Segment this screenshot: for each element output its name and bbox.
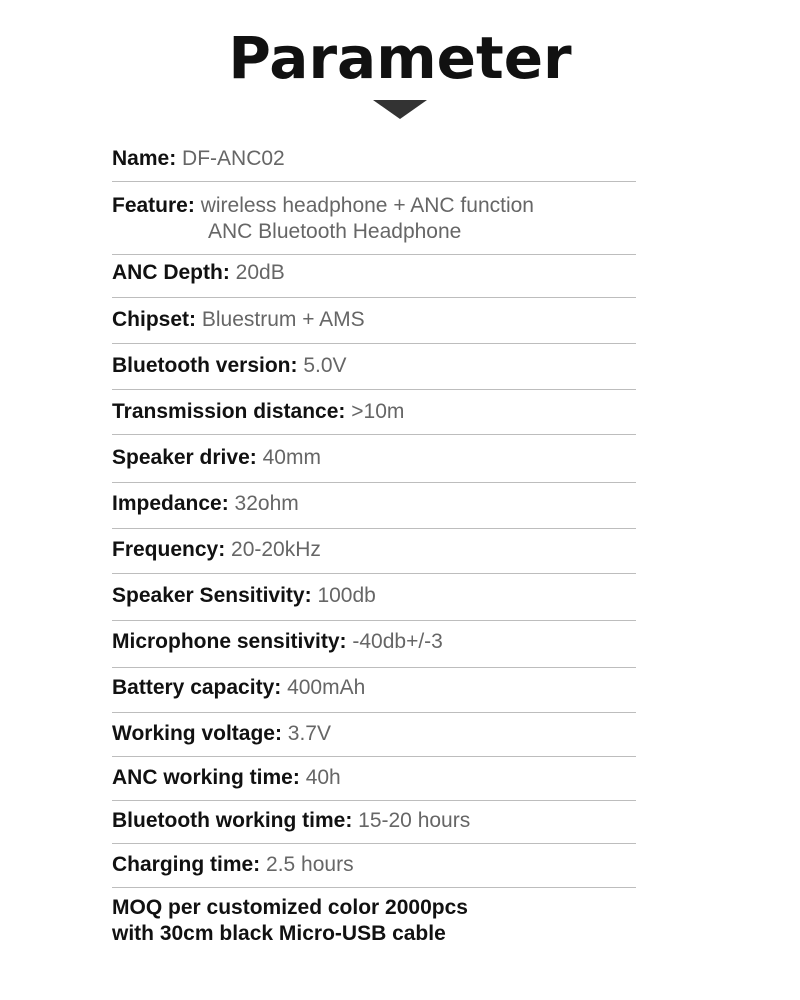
- divider: [112, 254, 636, 255]
- spec-row-battery-capacity: [112, 675, 636, 701]
- spec-row-speaker-sensitivity: [112, 583, 636, 609]
- divider: [112, 800, 636, 801]
- moq-note-line-1: MOQ per customized color 2000pcs: [112, 896, 468, 919]
- spec-value: wireless headphone + ANC function: [200, 194, 534, 217]
- spec-value: Bluestrum + AMS: [201, 308, 365, 331]
- spec-value: 3.7V: [287, 722, 331, 745]
- spec-row-bluetooth-version: [112, 353, 636, 379]
- spec-row-chipset: [112, 307, 636, 333]
- spec-label: Chipset:: [112, 308, 202, 331]
- spec-value: >10m: [351, 400, 405, 423]
- spec-row-anc-depth: [112, 260, 636, 286]
- spec-label: Battery capacity:: [112, 676, 288, 699]
- spec-label: Impedance:: [112, 492, 235, 515]
- divider: [112, 620, 636, 621]
- divider: [112, 712, 636, 713]
- divider: [112, 297, 636, 298]
- page-title: Parameter: [228, 24, 572, 92]
- spec-label: Name:: [112, 147, 183, 170]
- spec-value: 15-20 hours: [358, 809, 471, 832]
- chevron-down-icon: [373, 100, 427, 119]
- spec-label: Working voltage:: [112, 722, 288, 745]
- spec-row-transmission-distance: [112, 399, 636, 425]
- spec-label: Speaker Sensitivity:: [112, 584, 318, 607]
- spec-row-microphone-sensitivity: [112, 629, 636, 655]
- spec-label: ANC working time:: [112, 766, 306, 789]
- spec-value: 40mm: [262, 446, 321, 469]
- spec-row-feature: [112, 193, 636, 245]
- moq-note: [112, 895, 672, 947]
- spec-value-continued: ANC Bluetooth Headphone: [208, 220, 462, 243]
- spec-value: -40db+/-3: [352, 630, 443, 653]
- spec-label: ANC Depth:: [112, 261, 236, 284]
- spec-label: Charging time:: [112, 853, 267, 876]
- divider: [112, 843, 636, 844]
- spec-value: 20-20kHz: [231, 538, 321, 561]
- spec-value: DF-ANC02: [182, 147, 285, 170]
- spec-label: Frequency:: [112, 538, 232, 561]
- divider: [112, 528, 636, 529]
- spec-row-charging-time: [112, 852, 636, 878]
- spec-label: Transmission distance:: [112, 400, 352, 423]
- spec-value: 5.0V: [303, 354, 347, 377]
- divider: [112, 887, 636, 888]
- spec-value: 400mAh: [287, 676, 366, 699]
- divider: [112, 181, 636, 182]
- spec-value: 40h: [305, 766, 341, 789]
- divider: [112, 667, 636, 668]
- spec-value: 32ohm: [234, 492, 299, 515]
- spec-row-working-voltage: [112, 721, 636, 747]
- divider: [112, 389, 636, 390]
- spec-row-impedance: [112, 491, 636, 517]
- spec-row-name: [112, 146, 636, 172]
- moq-note-line-2: with 30cm black Micro-USB cable: [112, 922, 446, 945]
- spec-label: Feature:: [112, 194, 201, 217]
- spec-value: 20dB: [235, 261, 285, 284]
- spec-row-speaker-drive: [112, 445, 636, 471]
- spec-label: Microphone sensitivity:: [112, 630, 353, 653]
- divider: [112, 434, 636, 435]
- spec-label: Bluetooth working time:: [112, 809, 359, 832]
- spec-row-anc-working-time: [112, 765, 636, 791]
- divider: [112, 756, 636, 757]
- spec-value: 2.5 hours: [266, 853, 354, 876]
- divider: [112, 343, 636, 344]
- spec-label: Bluetooth version:: [112, 354, 304, 377]
- spec-label: Speaker drive:: [112, 446, 263, 469]
- divider: [112, 482, 636, 483]
- spec-row-frequency: [112, 537, 636, 563]
- spec-row-bluetooth-working-time: [112, 808, 636, 834]
- spec-value: 100db: [317, 584, 376, 607]
- divider: [112, 573, 636, 574]
